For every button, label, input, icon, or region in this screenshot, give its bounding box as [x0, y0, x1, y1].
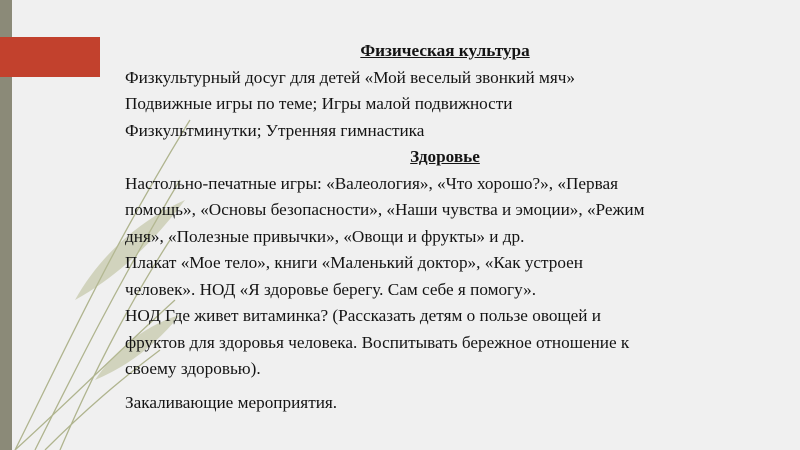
text-line: своему здоровью).: [125, 359, 261, 378]
text-line: фруктов для здоровья человека. Воспитывать бережное отношение к: [125, 332, 630, 352]
text-line: дня», «Полезные привычки», «Овощи и фрукты» и др.: [125, 226, 525, 246]
heading-health: Здоровье: [410, 147, 480, 166]
heading-physical-culture: Физическая культура: [360, 41, 530, 60]
text-line: НОД Где живет витаминка? (Рассказать детям о пользе овощей и: [125, 306, 601, 325]
text-line: Плакат «Мое тело», книги «Маленький доктор», «Как устроен: [125, 253, 584, 272]
text-line: Подвижные игры по теме; Игры малой подвижности: [125, 94, 513, 113]
text-line: человек». НОД «Я здоровье берегу. Сам себе я помогу».: [125, 279, 537, 299]
text-line: Физкультурный досуг для детей «Мой веселый звонкий мяч»: [125, 67, 575, 87]
slide-content: [125, 38, 765, 415]
text-line: Закаливающие мероприятия.: [125, 392, 338, 412]
text-line: Физкультминутки; Утренняя гимнастика: [125, 120, 425, 140]
text-line: помощь», «Основы безопасности», «Наши чувства и эмоции», «Режим: [125, 200, 645, 219]
text-line: Настольно-печатные игры: «Валеология», «Что хорошо?», «Первая: [125, 173, 618, 193]
